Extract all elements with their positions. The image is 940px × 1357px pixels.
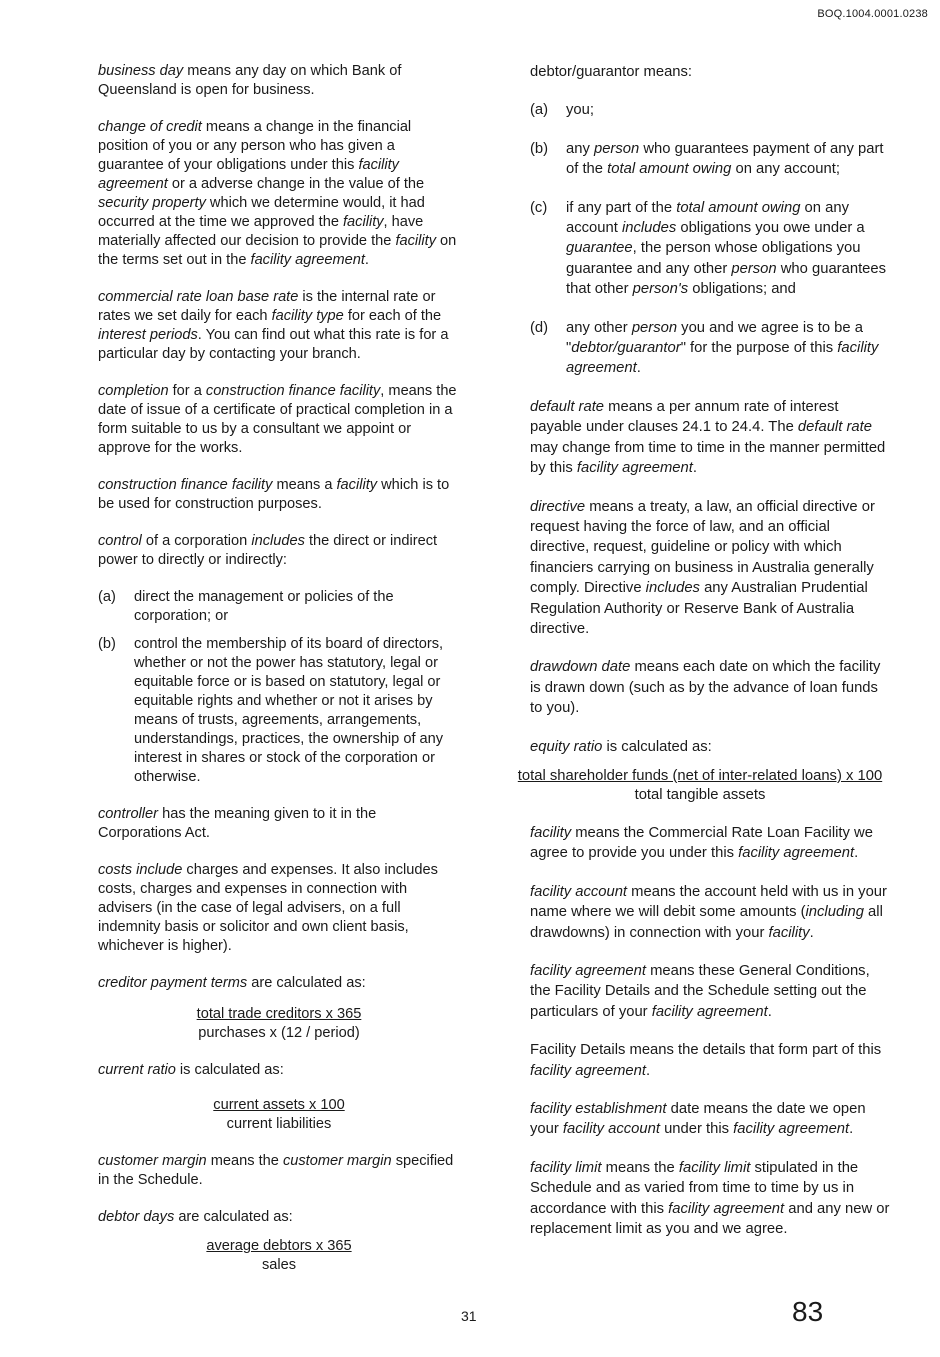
formula-denominator: current liabilities xyxy=(226,1116,332,1132)
definition-facility-details: Facility Details means the details that form part of this facility agreement. xyxy=(530,1042,882,1079)
definition-construction-finance: construction finance facility means a facility which is to be used for construction purposes. xyxy=(98,477,450,512)
right-column xyxy=(517,62,890,1239)
formula-numerator: total trade creditors x 365 xyxy=(196,1006,362,1022)
definition-change-of-credit: change of credit means a change in the financial position of you or any person who has given a guarantee of your obligations under this facility agreement or a adverse change in the value of the security property which we determine would, it had occurred at the time we approved the facility, have materially affected our decision to provide the facility on the terms set out in the facility agreement. xyxy=(98,119,457,268)
definition-debtor-days: debtor days are calculated as: xyxy=(98,1209,293,1225)
list-item xyxy=(98,635,460,787)
list-item-text: if any part of the total amount owing on any account includes obligations you owe under a guarantee, the person whose obligations you guarantee and any other person who guarantees that other person's obligations; and xyxy=(566,199,887,298)
list-item-text: any person who guarantees payment of any part of the total amount owing on any account; xyxy=(566,140,884,178)
list-item-label: (b) xyxy=(98,636,116,652)
list-item xyxy=(530,198,890,300)
definition-facility-establishment: facility establishment date means the date we open your facility account under this facility agreement. xyxy=(530,1101,866,1138)
definition-facility-agreement: facility agreement means these General Conditions, the Facility Details and the Schedule setting out the particulars of your facility agreement. xyxy=(530,963,870,1020)
formula-numerator: total shareholder funds (net of inter-related loans) x 100 xyxy=(517,767,883,784)
list-item-label: (d) xyxy=(530,319,549,336)
definition-current-ratio: current ratio is calculated as: xyxy=(98,1062,284,1078)
list-item-label: (b) xyxy=(530,140,549,157)
definition-facility: facility means the Commercial Rate Loan Facility we agree to provide you under this facility agreement. xyxy=(530,824,873,862)
definition-control: control of a corporation includes the direct or indirect power to directly or indirectly: xyxy=(98,533,438,568)
definition-controller: controller has the meaning given to it in the Corporations Act. xyxy=(98,806,377,841)
definition-commercial-rate: commercial rate loan base rate is the internal rate or rates we set daily for each facility type for each of the interest periods. You can find out what this rate is for a particular day by contacting your branch. xyxy=(98,289,449,362)
definition-costs: costs include charges and expenses. It also includes costs, charges and expenses in connection with advisers (in the case of legal advisers, on a full indemnity basis or solicitor and own client basis, whichever is higher). xyxy=(98,862,438,954)
definition-customer-margin: customer margin means the customer margin specified in the Schedule. xyxy=(98,1153,454,1188)
definition-drawdown-date: drawdown date means each date on which the facility is drawn down (such as by the advance of loan funds to you). xyxy=(530,659,881,717)
formula-numerator: current assets x 100 xyxy=(213,1097,345,1113)
equity-ratio-formula xyxy=(490,767,910,805)
list-item-label: (a) xyxy=(98,589,116,605)
list-item-label: (a) xyxy=(530,102,549,119)
formula-denominator: sales xyxy=(261,1257,297,1273)
formula-denominator: total tangible assets xyxy=(634,786,766,803)
list-item-text: control the membership of its board of directors, whether or not the power has statutory, legal or equitable force or is based on statutory, legal or equitable rights and whether or not it arises by means of trusts, agreements, arrangements, understandings, practices, the ownership of any interest in shares or stock of the corporation or otherwise. xyxy=(134,636,444,785)
list-item-text: direct the management or policies of the corporation; or xyxy=(134,589,394,624)
list-item xyxy=(530,100,890,120)
definition-creditor-payment-terms: creditor payment terms are calculated as: xyxy=(98,975,366,991)
debtor-days-formula xyxy=(98,1237,460,1275)
list-item xyxy=(530,318,890,379)
document-id: BOQ.1004.0001.0238 xyxy=(817,8,928,20)
current-ratio-formula xyxy=(98,1096,460,1134)
formula-denominator: purchases x (12 / period) xyxy=(198,1025,360,1041)
stamp-number: 83 xyxy=(792,1296,824,1327)
definition-facility-limit: facility limit means the facility limit stipulated in the Schedule and as varied from time to time by us in accordance with this facility agreement and any new or replacement limit as you and we agree. xyxy=(530,1159,890,1238)
definition-facility-account: facility account means the account held with us in your name where we will debit some amounts (including all drawdowns) in connection with your facility. xyxy=(530,883,887,941)
left-column xyxy=(98,62,460,1275)
definition-business-day: business day means any day on which Bank of Queensland is open for business. xyxy=(98,63,402,98)
definition-directive: directive means a treaty, a law, an official directive or request having the force of law, and an official directive, request, guideline or policy with which financiers carrying on business in Australia generally comply. Directive includes any Australian Prudential Regulation Authority or Reserve Bank of Australia directive. xyxy=(530,498,875,637)
list-item-label: (c) xyxy=(530,199,548,216)
list-item-text: any other person you and we agree is to be a "debtor/guarantor" for the purpose of this facility agreement. xyxy=(566,319,879,377)
page-number: 31 xyxy=(461,1308,477,1324)
definition-equity-ratio: equity ratio is calculated as: xyxy=(530,738,712,755)
creditor-formula xyxy=(98,1005,460,1043)
list-item xyxy=(98,588,460,626)
definition-default-rate: default rate means a per annum rate of interest payable under clauses 24.1 to 24.4. The default rate may change from time to time in the manner permitted by this facility agreement. xyxy=(530,398,886,477)
definition-debtor-guarantor: debtor/guarantor means: xyxy=(530,64,693,80)
list-item xyxy=(530,139,890,180)
formula-numerator: average debtors x 365 xyxy=(206,1238,352,1254)
list-item-text: you; xyxy=(566,102,594,119)
definition-completion: completion for a construction finance facility, means the date of issue of a certificate of practical completion in a form suitable to us by a consultant we appoint or approve for the works. xyxy=(98,383,457,456)
